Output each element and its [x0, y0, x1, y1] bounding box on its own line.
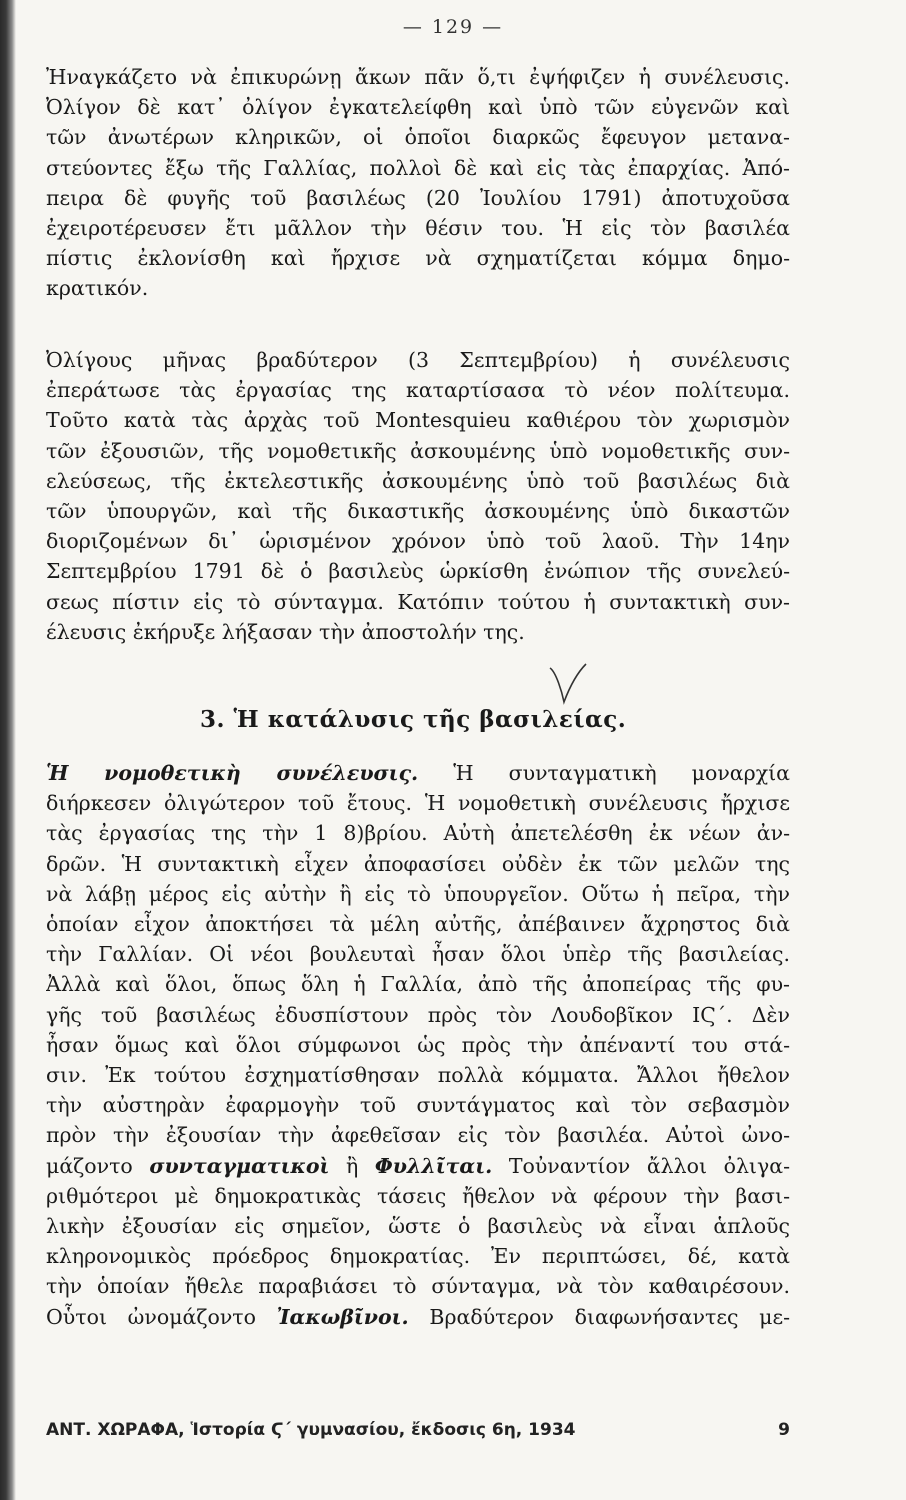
- paragraph-line: κληρονομικὸς πρόεδρος δημοκρατίας. Ἐν περιπτώσει, δέ, κατὰ: [46, 1244, 790, 1269]
- page-footer: [46, 1420, 790, 1440]
- paragraph-line: ελεύσεως, τῆς ἐκτελεστικῆς ἀσκουμένης ὑπὸ τοῦ βασιλέως διὰ: [46, 468, 790, 493]
- paragraph-line: νὰ λάβῃ μέρος εἰς αὐτὴν ἢ εἰς τὸ ὑπουργεῖον. Οὕτω ἡ πεῖρα, τὴν: [46, 881, 790, 906]
- paragraph-line: [46, 1302, 790, 1332]
- line-text: Βραδύτερον διαφωνήσαντες με-: [408, 1304, 790, 1329]
- paragraph-line: ἦσαν ὅμως καὶ ὅλοι σύμφωνοι ὡς πρὸς τὴν ἀπέναντί του στά-: [46, 1032, 790, 1057]
- paragraph-line: τὰς ἐργασίας της τὴν 1 8)βρίου. Αὐτὴ ἀπετελέσθη ἐκ νέων ἀν-: [46, 821, 790, 846]
- paragraph-1: [46, 62, 790, 304]
- paragraph-line: Σεπτεμβρίου 1791 δὲ ὁ βασιλεὺς ὡρκίσθη ἐνώπιον τῆς συνελεύ-: [46, 559, 790, 584]
- paragraph-line: τῶν ἐξουσιῶν, τῆς νομοθετικῆς ἀσκουμένης ὑπὸ νομοθετικῆς συν-: [46, 438, 790, 463]
- page-binding-shadow: [0, 0, 16, 1500]
- term-jacobins: Ἰακωβῖνοι.: [276, 1304, 409, 1329]
- paragraph-line: σεως πίστιν εἰς τὸ σύνταγμα. Κατόπιν τούτου ἡ συντακτικὴ συν-: [46, 589, 790, 614]
- paragraph-line: Ἀλλὰ καὶ ὅλοι, ὅπως ὅλη ἡ Γαλλία, ἀπὸ τῆς ἀποπείρας τῆς φυ-: [46, 972, 790, 997]
- page-number: — 129 —: [402, 16, 504, 38]
- signature-mark: 9: [778, 1420, 790, 1440]
- paragraph-line: ἐπεράτωσε τὰς ἐργασίας της καταρτίσασα τὸ νέον πολίτευμα.: [46, 378, 790, 403]
- line-text: Τοὐναντίον ἄλλοι ὀλιγα-: [492, 1153, 790, 1178]
- paragraph-line: τὴν ὁποίαν ἤθελε παραβιάσει τὸ σύνταγμα, νὰ τὸν καθαιρέσουν.: [46, 1274, 790, 1299]
- term-constitutionalists: συνταγματικοὶ: [149, 1153, 330, 1178]
- paragraph-line: γῆς τοῦ βασιλέως ἐδυσπίστουν πρὸς τὸν Λουδοβῖκον ΙϚ΄. Δὲν: [46, 1002, 790, 1027]
- paragraph-line: ριθμότεροι μὲ δημοκρατικὰς τάσεις ἤθελον νὰ φέρουν τὴν βασι-: [46, 1183, 790, 1208]
- paragraph-line: Ὀλίγον δὲ κατ᾽ ὀλίγον ἐγκατελείφθη καὶ ὑπὸ τῶν εὐγενῶν καὶ: [46, 95, 790, 120]
- footer-citation: ΑΝΤ. ΧΩΡΑΦΑ, Ἱστορία Ϛ΄ γυμνασίου, ἔκδοσις 6η, 1934: [46, 1420, 576, 1440]
- line-text: ἢ: [329, 1153, 375, 1178]
- paragraph-line: [46, 1151, 790, 1181]
- paragraph-line: κρατικόν.: [46, 276, 149, 301]
- paragraph-2: [46, 345, 790, 647]
- paragraph-line: ὁποίαν εἶχον ἀποκτήσει τὰ μέλη αὐτῆς, ἀπέβαινεν ἄχρηστος διὰ: [46, 912, 790, 937]
- paragraph-line: πίστις ἐκλονίσθη καὶ ἤρχισε νὰ σχηματίζεται κόμμα δημο-: [46, 246, 790, 271]
- paragraph-line: τὴν Γαλλίαν. Οἱ νέοι βουλευταὶ ἦσαν ὅλοι ὑπὲρ τῆς βασιλείας.: [46, 942, 790, 967]
- paragraph-line: τῶν ἀνωτέρων κληρικῶν, οἱ ὁποῖοι διαρκῶς ἔφευγον μετανα-: [46, 125, 790, 150]
- paragraph-line: σιν. Ἐκ τούτου ἐσχηματίσθησαν πολλὰ κόμματα. Ἄλλοι ἤθελον: [46, 1063, 790, 1088]
- paragraph-line: δρῶν. Ἡ συντακτικὴ εἶχεν ἀποφασίσει οὐδὲν ἐκ τῶν μελῶν της: [46, 851, 790, 876]
- section-heading: 3. Ἡ κατάλυσις τῆς βασιλείας.: [200, 706, 627, 733]
- line-text: Ἡ συνταγματικὴ μοναρχία: [418, 761, 790, 785]
- paragraph-line: διήρκεσεν ὀλιγώτερον τοῦ ἔτους. Ἡ νομοθετικὴ συνέλευσις ἤρχισε: [46, 791, 790, 816]
- line-text: μάζοντο: [46, 1153, 150, 1178]
- handwritten-mark: [548, 662, 588, 706]
- paragraph-line: [46, 1120, 790, 1150]
- paragraph-3: [46, 758, 790, 1332]
- subheading: Ἡ νομοθετικὴ συνέλευσις.: [46, 761, 419, 785]
- paragraph-line: Τοῦτο κατὰ τὰς ἀρχὰς τοῦ Montesquieu καθιέρου τὸν χωρισμὸν: [46, 408, 790, 433]
- paragraph-line: τῶν ὑπουργῶν, καὶ τῆς δικαστικῆς ἀσκουμένης ὑπὸ δικαστῶν: [46, 499, 790, 524]
- paragraph-line: διοριζομένων δι᾽ ὡρισμένον χρόνον ὑπὸ τοῦ λαοῦ. Τὴν 14ην: [46, 529, 790, 554]
- line-text: Οὗτοι ὠνομάζοντο: [46, 1304, 277, 1329]
- paragraph-line: έλευσις ἐκήρυξε λήξασαν τὴν ἀποστολήν της.: [46, 619, 525, 644]
- paragraph-line: στεύοντες ἔξω τῆς Γαλλίας, πολλοὶ δὲ καὶ εἰς τὰς ἐπαρχίας. Ἀπό-: [46, 155, 790, 180]
- line-text: πρὸν τὴν ἐξουσίαν τὴν ἀφεθεῖσαν εἰς τὸν βασιλέα. Αὐτοὶ ὠνο-: [46, 1123, 790, 1148]
- paragraph-line: [46, 758, 790, 788]
- paragraph-line: ἐχειροτέρευσεν ἔτι μᾶλλον τὴν θέσιν του. Ἡ εἰς τὸν βασιλέα: [46, 216, 790, 241]
- paragraph-line: πειρα δὲ φυγῆς τοῦ βασιλέως (20 Ἰουλίου 1791) ἀποτυχοῦσα: [46, 185, 790, 210]
- paragraph-line: Ἠναγκάζετο νὰ ἐπικυρώνῃ ἄκων πᾶν ὅ,τι ἐψήφιζεν ἡ συνέλευσις.: [46, 65, 790, 89]
- paragraph-line: Ὀλίγους μῆνας βραδύτερον (3 Σεπτεμβρίου) ἡ συνέλευσις: [46, 348, 790, 372]
- term-feuillants: Φυλλῖται.: [374, 1153, 493, 1178]
- paragraph-line: τὴν αὐστηρὰν ἐφαρμογὴν τοῦ συντάγματος καὶ τὸν σεβασμὸν: [46, 1093, 790, 1118]
- paragraph-line: λικὴν ἐξουσίαν εἰς σημεῖον, ὥστε ὁ βασιλεὺς νὰ εἶναι ἁπλοῦς: [46, 1214, 790, 1239]
